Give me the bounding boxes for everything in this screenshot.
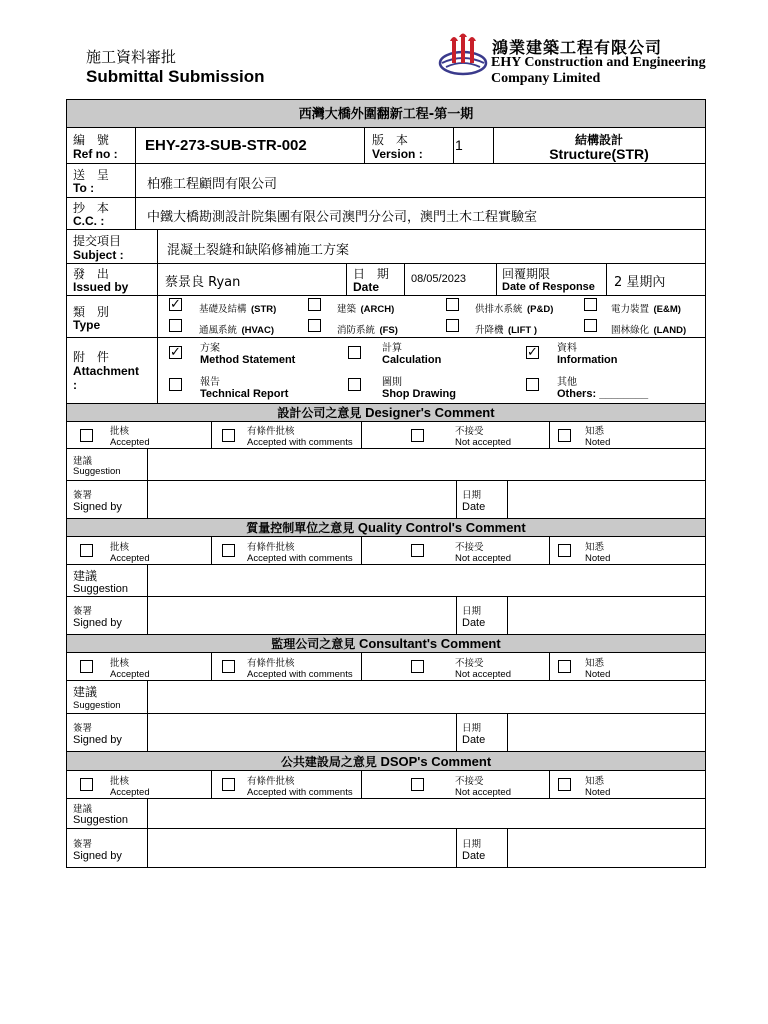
type-str-checkbox[interactable] — [169, 298, 182, 311]
label-text: 方案 — [200, 343, 220, 354]
dsop-signed-row — [67, 829, 705, 868]
qc-suggestion-input[interactable] — [149, 567, 701, 595]
label-text: Quality Control's Comment — [357, 520, 526, 535]
label-text: Accepted — [110, 787, 150, 798]
label-text: 不接受 — [455, 658, 484, 669]
designer-suggestion-input[interactable] — [149, 451, 701, 479]
label-group — [199, 320, 274, 338]
type-fs-checkbox[interactable] — [308, 319, 321, 332]
ref-row — [67, 128, 705, 164]
label-group — [475, 320, 537, 338]
label-text: 知悉 — [585, 776, 605, 787]
label-text: Suggestion — [73, 466, 121, 477]
label-text: (P&D) — [526, 304, 554, 315]
label-text: Issued by — [73, 280, 129, 294]
label-text: 提交項目 — [73, 234, 122, 248]
label-text: 日期 — [462, 723, 482, 734]
label-text: (ARCH) — [360, 304, 395, 315]
label-text: 監理公司之意見 — [271, 637, 356, 651]
attach-calc-checkbox[interactable] — [348, 346, 361, 359]
label-text: 知悉 — [585, 658, 605, 669]
label-text: 有條件批核 — [247, 776, 295, 787]
label-text: 設計公司之意見 — [277, 406, 362, 420]
label-text: To : — [73, 181, 95, 195]
label-text: Suggestion — [73, 700, 121, 711]
label-text: DSOP's Comment — [380, 754, 492, 769]
label-text: 日 期 — [353, 267, 393, 281]
label-text: Accepted — [110, 669, 150, 680]
company-name-zh: 鴻業建築工程有限公司 — [492, 38, 663, 57]
label-text: Technical Report — [200, 388, 289, 400]
label-text: Others: — [557, 388, 597, 400]
label-text: 抄 本 — [73, 201, 113, 215]
consultant-section-header — [67, 635, 705, 653]
label-text: 批核 — [110, 658, 130, 669]
label-text: (E&M) — [653, 304, 681, 315]
label-text: Consultant's Comment — [358, 636, 501, 651]
label-text: 建築 — [337, 304, 357, 315]
label-text: 升降機 — [475, 325, 504, 336]
designer-signed-row — [67, 481, 705, 519]
label-text: Date of Response — [502, 281, 595, 293]
type-pd-checkbox[interactable] — [446, 298, 459, 311]
label-text: 計算 — [382, 343, 402, 354]
label-text: Method Statement — [200, 354, 296, 366]
consultant-accepted-checkbox[interactable] — [80, 660, 93, 673]
designer-choice-row — [67, 422, 705, 449]
label-text: Accepted — [110, 553, 150, 564]
attach-drawing-checkbox[interactable] — [348, 378, 361, 391]
label-text: 批核 — [110, 542, 130, 553]
label-text: 不接受 — [455, 542, 484, 553]
attach-report-checkbox[interactable] — [169, 378, 182, 391]
designer-section-header — [67, 404, 705, 422]
dsop-choice-row — [67, 771, 705, 799]
label-group — [611, 320, 686, 338]
label-text: 批核 — [110, 776, 130, 787]
form-title-en: Submittal Submission — [86, 67, 265, 86]
label-text: (FS) — [379, 325, 398, 336]
label-text: Date — [462, 617, 486, 629]
label-text: 知悉 — [585, 426, 605, 437]
project-title-row — [67, 100, 705, 128]
label-text: 質量控制單位之意見 — [246, 521, 355, 535]
label-group — [337, 299, 394, 317]
label-text: 簽署 — [73, 490, 93, 501]
company-name-en: EHY Construction and Engineering Company Limited — [491, 55, 706, 86]
label-text: 日期 — [462, 839, 482, 850]
label-text: 資料 — [557, 343, 577, 354]
label-group — [199, 299, 276, 317]
type-hvac-checkbox[interactable] — [169, 319, 182, 332]
ref-number: EHY-273-SUB-STR-002 — [145, 137, 307, 154]
label-text: Signed by — [73, 501, 122, 513]
response-period: 2 星期內 — [614, 275, 666, 290]
company-logo-icon — [438, 33, 488, 79]
form-title-zh: 施工資料審批 — [86, 48, 177, 66]
label-text: Accepted — [110, 437, 150, 448]
label-text: 有條件批核 — [247, 658, 295, 669]
label-text: Calculation — [382, 354, 442, 366]
qc-noted-checkbox[interactable] — [558, 544, 571, 557]
label-text: Not accepted — [455, 669, 511, 680]
dsop-section-header — [67, 752, 705, 771]
qc-choice-row — [67, 537, 705, 565]
label-text: 發 出 — [73, 267, 113, 281]
attachment-row — [67, 338, 705, 404]
project-title: 西灣大橋外圍翻新工程-第一期 — [298, 107, 474, 122]
label-text: Date — [462, 734, 486, 746]
label-text: Signed by — [73, 617, 122, 629]
label-text: 日期 — [462, 606, 482, 617]
label-group — [557, 388, 648, 400]
label-text: 供排水系統 — [475, 304, 523, 315]
label-text: Version : — [372, 147, 423, 161]
label-text: 其他 — [557, 377, 577, 388]
label-text: C.C. : — [73, 214, 105, 228]
label-text: 批核 — [110, 426, 130, 437]
label-text: (LIFT ) — [507, 325, 537, 336]
label-text: 不接受 — [455, 776, 484, 787]
label-text: Signed by — [73, 850, 122, 862]
label-text: : — [73, 378, 77, 392]
designer-suggestion-row — [67, 449, 705, 481]
label-text: 電力裝置 — [611, 304, 650, 315]
label-text: 簽署 — [73, 606, 93, 617]
label-text: Shop Drawing — [382, 388, 456, 400]
dsop-accepted-comments-checkbox[interactable] — [222, 778, 235, 791]
label-text: 建議 — [73, 569, 98, 583]
label-text: 附 件 — [73, 350, 113, 364]
others-blank[interactable]: ________ — [599, 388, 649, 400]
label-text: Date — [462, 501, 486, 513]
type-em-checkbox[interactable] — [584, 298, 597, 311]
label-text: Accepted with comments — [247, 787, 353, 798]
issue-date: 08/05/2023 — [411, 273, 467, 285]
label-text: Information — [557, 354, 618, 366]
label-text: Suggestion — [73, 814, 129, 826]
consultant-not-accepted-checkbox[interactable] — [411, 660, 424, 673]
issued-row — [67, 264, 705, 296]
label-text: Suggestion — [73, 583, 129, 595]
label-text: Not accepted — [455, 437, 511, 448]
label-text: Accepted with comments — [247, 437, 353, 448]
designer-accepted-comments-checkbox[interactable] — [222, 429, 235, 442]
label-text: 簽署 — [73, 723, 93, 734]
dsop-suggestion-row — [67, 799, 705, 829]
label-text: Not accepted — [455, 553, 511, 564]
subject-row — [67, 230, 705, 264]
label-text: Accepted with comments — [247, 669, 353, 680]
qc-signed-row — [67, 597, 705, 635]
label-text: 送 呈 — [73, 168, 113, 182]
label-text: Signed by — [73, 734, 122, 746]
label-text: 圖則 — [382, 377, 402, 388]
label-text: Attachment — [73, 364, 140, 378]
label-text: Subject : — [73, 248, 124, 262]
label-text: 有條件批核 — [247, 426, 295, 437]
cc-row — [67, 198, 705, 230]
label-text: (HVAC) — [241, 325, 275, 336]
label-text: 簽署 — [73, 839, 93, 850]
label-text: Noted — [585, 669, 611, 680]
label-text: Noted — [585, 437, 611, 448]
label-text: 知悉 — [585, 542, 605, 553]
type-land-checkbox[interactable] — [584, 319, 597, 332]
dsop-noted-checkbox[interactable] — [558, 778, 571, 791]
label-text: 園林綠化 — [611, 325, 650, 336]
label-text: 建議 — [73, 804, 93, 815]
designer-noted-checkbox[interactable] — [558, 429, 571, 442]
type-row — [67, 296, 705, 338]
label-text: 通風系統 — [199, 325, 238, 336]
label-text: 編 號 — [73, 133, 113, 147]
consultant-suggestion-row — [67, 681, 705, 714]
label-text: (STR) — [250, 304, 277, 315]
version-number: 1 — [455, 137, 463, 153]
consultant-accepted-comments-checkbox[interactable] — [222, 660, 235, 673]
discipline: Structure(STR) — [549, 146, 649, 162]
label-text: Designer's Comment — [365, 405, 495, 420]
label-text: 類 別 — [73, 305, 113, 319]
to-row — [67, 164, 705, 198]
label-text: 報告 — [200, 377, 220, 388]
label-text: 建議 — [73, 456, 93, 467]
label-text: 基礎及結構 — [199, 304, 247, 315]
issued-by-value: 蔡景良 Ryan — [165, 275, 241, 290]
label-text: Date — [353, 280, 380, 294]
type-arch-checkbox[interactable] — [308, 298, 321, 311]
label-text: Date — [462, 850, 486, 862]
attach-method-checkbox[interactable] — [169, 346, 182, 359]
dsop-suggestion-input[interactable] — [149, 801, 701, 827]
label-group — [337, 320, 398, 338]
label-text: 不接受 — [455, 426, 484, 437]
label-text: Ref no : — [73, 147, 118, 161]
dsop-not-accepted-checkbox[interactable] — [411, 778, 424, 791]
qc-accepted-checkbox[interactable] — [80, 544, 93, 557]
label-text: Noted — [585, 787, 611, 798]
consultant-signed-row — [67, 714, 705, 752]
label-group — [475, 299, 553, 317]
label-text: 版 本 — [372, 133, 412, 147]
dsop-accepted-checkbox[interactable] — [80, 778, 93, 791]
qc-section-header — [67, 519, 705, 537]
qc-not-accepted-checkbox[interactable] — [411, 544, 424, 557]
label-text: Noted — [585, 553, 611, 564]
label-text: 結構設計 — [574, 133, 623, 147]
qc-accepted-comments-checkbox[interactable] — [222, 544, 235, 557]
designer-accepted-checkbox[interactable] — [80, 429, 93, 442]
consultant-choice-row — [67, 653, 705, 681]
to-value: 柏雅工程顧問有限公司 — [147, 177, 278, 192]
label-text: Not accepted — [455, 787, 511, 798]
attach-info-checkbox[interactable] — [526, 346, 539, 359]
label-text: 公共建設局之意見 — [280, 755, 377, 769]
consultant-noted-checkbox[interactable] — [558, 660, 571, 673]
qc-suggestion-row — [67, 565, 705, 597]
cc-value: 中鐵大橋勘測設計院集團有限公司澳門分公司，澳門土木工程實驗室 — [147, 210, 538, 225]
submittal-form — [66, 99, 706, 868]
label-group — [611, 299, 681, 317]
attach-others-checkbox[interactable] — [526, 378, 539, 391]
label-text: 消防系統 — [337, 325, 376, 336]
designer-not-accepted-checkbox[interactable] — [411, 429, 424, 442]
subject-value: 混凝土裂縫和缺陷修補施工方案 — [167, 243, 350, 258]
type-lift-checkbox[interactable] — [446, 319, 459, 332]
consultant-suggestion-input[interactable] — [149, 683, 701, 711]
label-text: (LAND) — [653, 325, 687, 336]
label-text: 建議 — [73, 685, 98, 699]
label-text: Accepted with comments — [247, 553, 353, 564]
label-text: 日期 — [462, 490, 482, 501]
label-text: 回覆期限 — [502, 267, 551, 281]
label-text: Type — [73, 318, 101, 332]
label-text: 有條件批核 — [247, 542, 295, 553]
